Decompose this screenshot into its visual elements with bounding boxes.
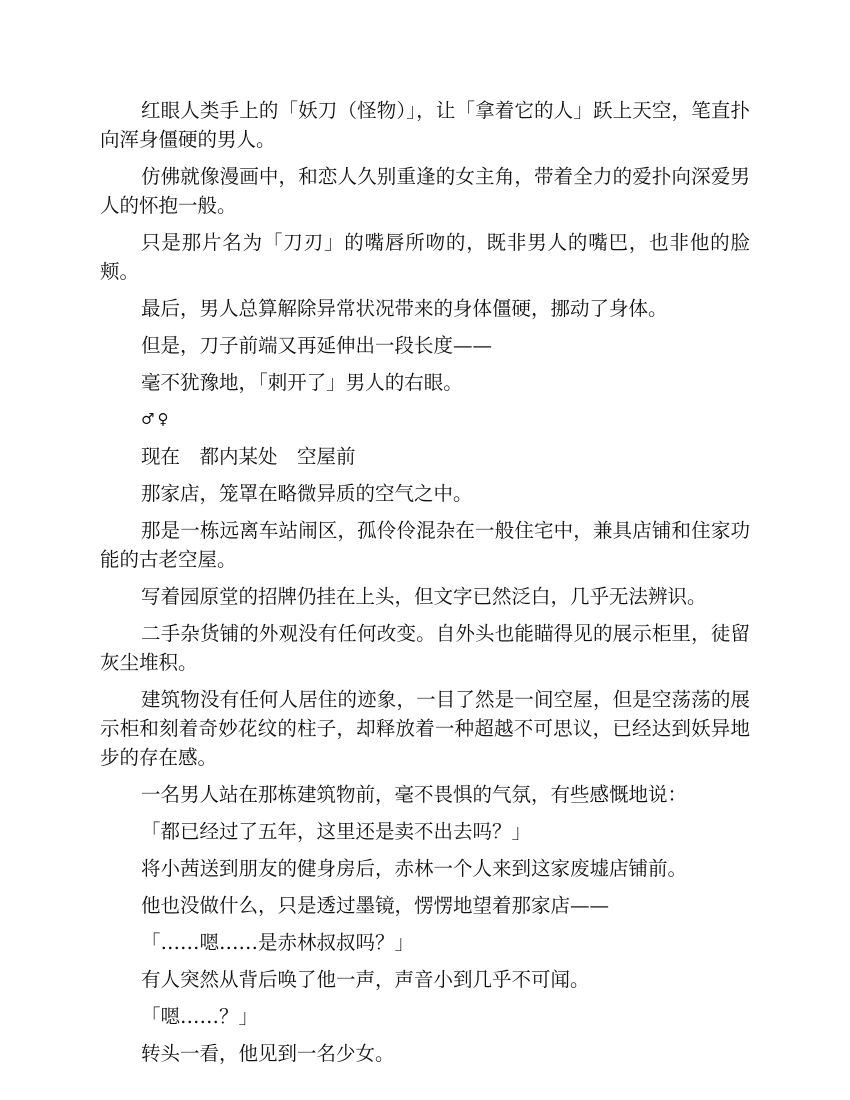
scene-break-symbol: ♂♀	[141, 410, 172, 428]
paragraph: 将小茜送到朋友的健身房后，赤林一个人来到这家废墟店铺前。	[141, 857, 688, 880]
paragraph: 毫不犹豫地，「刺开了」男人的右眼。	[141, 371, 463, 394]
paragraph: 但是，刀子前端又再延伸出一段长度——	[141, 334, 493, 357]
paragraph: 他也没做什么，只是透过墨镜，愣愣地望着那家店——	[141, 894, 610, 917]
paragraph: 写着园原堂的招牌仍挂在上头，但文字已然泛白，几乎无法辨识。	[141, 585, 707, 608]
paragraph: 转头一看，他见到一名少女。	[141, 1042, 395, 1065]
paragraph: 二手杂货铺的外观没有任何改变。自外头也能瞄得见的展示柜里，徒留灰尘堆积。	[100, 622, 750, 674]
dialogue-line: 「……嗯……是赤林叔叔吗？」	[141, 931, 415, 954]
paragraph: 有人突然从背后唤了他一声，声音小到几乎不可闻。	[141, 968, 590, 991]
paragraph: 那家店，笼罩在略微异质的空气之中。	[141, 482, 473, 505]
paragraph: 仿佛就像漫画中，和恋人久别重逢的女主角，带着全力的爱扑向深爱男人的怀抱一般。	[100, 165, 750, 217]
dialogue-line: 「嗯……？」	[141, 1005, 259, 1028]
paragraph: 一名男人站在那栋建筑物前，毫不畏惧的气氛，有些感慨地说：	[141, 783, 688, 806]
dialogue-line: 「都已经过了五年，这里还是卖不出去吗？」	[141, 820, 532, 843]
scene-heading: 现在 都内某处 空屋前	[141, 445, 356, 468]
paragraph: 建筑物没有任何人居住的迹象，一目了然是一间空屋，但是空荡荡的展示柜和刻着奇妙花纹的柱子，却释放着一种超越不可思议，已经达到妖异地步的存在感。	[100, 688, 750, 769]
paragraph: 最后，男人总算解除异常状况带来的身体僵硬，挪动了身体。	[141, 297, 668, 320]
document-page	[100, 96, 750, 1076]
paragraph: 红眼人类手上的「妖刀（怪物）」，让「拿着它的人」跃上天空，笔直扑向浑身僵硬的男人。	[100, 99, 750, 151]
paragraph: 只是那片名为「刀刃」的嘴唇所吻的，既非男人的嘴巴，也非他的脸颊。	[100, 231, 750, 283]
paragraph: 那是一栋远离车站闹区，孤伶伶混杂在一般住宅中，兼具店铺和住家功能的古老空屋。	[100, 519, 750, 571]
